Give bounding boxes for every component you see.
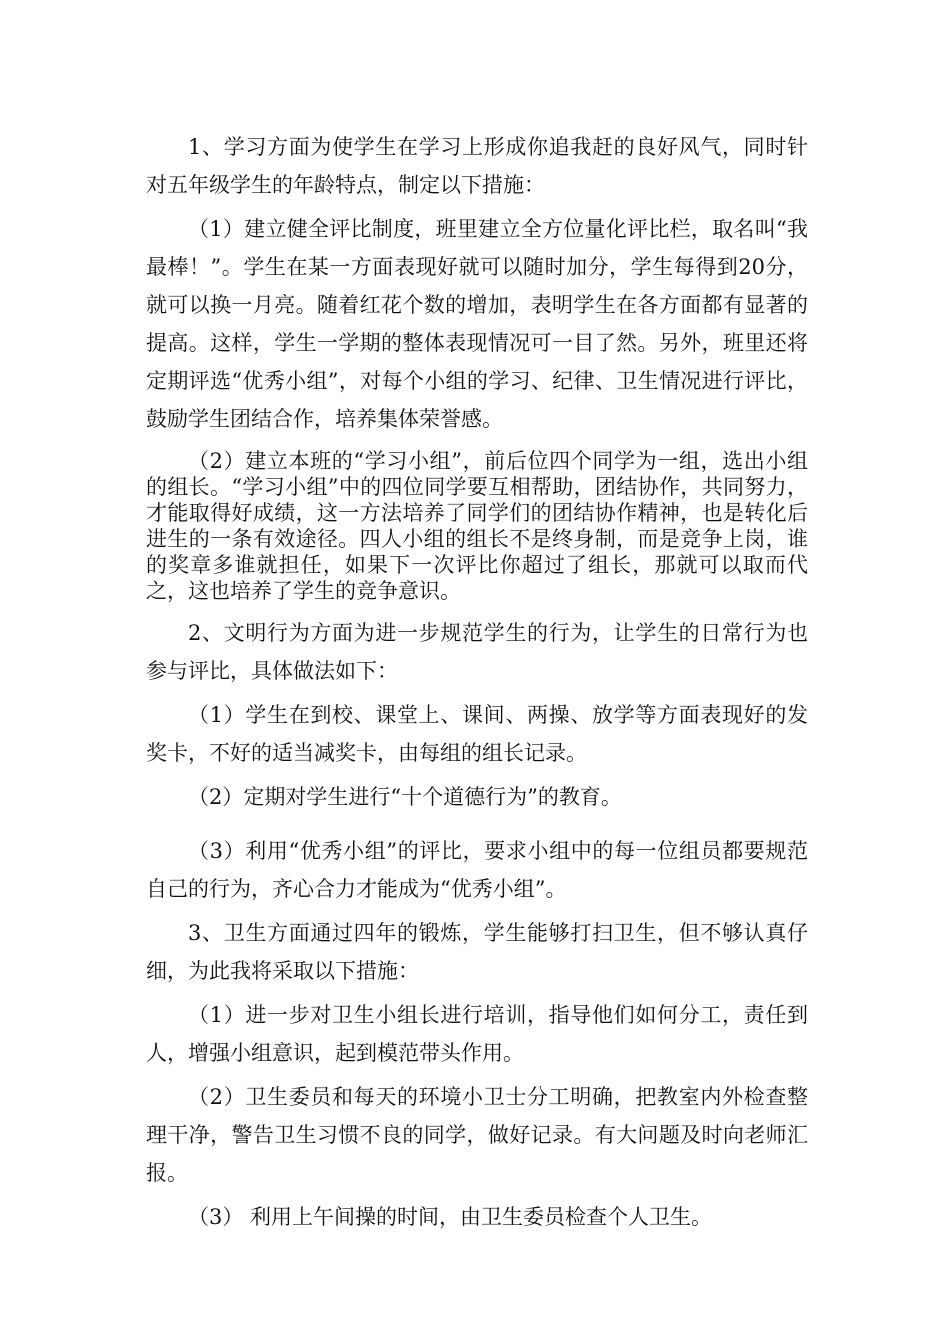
paragraph-behavior-item-3: （3）利用“优秀小组”的评比，要求小组中的每一位组员都要规范自己的行为，齐心合力才能成为“优秀小组”。 [146,839,808,901]
paragraph-behavior-item-2: （2）定期对学生进行“十个道德行为”的教育。 [188,785,622,809]
paragraph-study-item-2: （2）建立本班的“学习小组”，前后位四个同学为一组，选出小组的组长。“学习小组”中的四位同学要互相帮助，团结协作，共同努力，才能取得好成绩，这一方法培养了同学们的团结协作精神，也是转化后进生的一条有效途径。四人小组的组长不是终身制，而是竞争上岗，谁的奖章多谁就担任，如果下一次评比你超过了组长，那就可以取而代之，这也培养了学生的竞争意识。 [146,449,808,603]
paragraph-behavior-item-1: （1）学生在到校、课堂上、课间、两操、放学等方面表现好的发奖卡，不好的适当减奖卡，由每组的组长记录。 [146,703,808,765]
paragraph-study-intro: 1、学习方面为使学生在学习上形成你追我赶的良好风气，同时针对五年级学生的年龄特点，制定以下措施： [146,135,808,197]
paragraph-behavior-intro: 2、文明行为方面为进一步规范学生的行为，让学生的日常行为也参与评比，具体做法如下： [146,621,808,683]
paragraph-hygiene-item-1: （1）进一步对卫生小组长进行培训，指导他们如何分工，责任到人，增强小组意识，起到模范带头作用。 [146,1003,808,1065]
paragraph-hygiene-item-3: （3） 利用上午间操的时间，由卫生委员检查个人卫生。 [188,1205,713,1229]
document-body [146,128,808,1236]
paragraph-study-item-1: （1）建立健全评比制度，班里建立全方位量化评比栏，取名叫“我最棒！”。学生在某一方面表现好就可以随时加分，学生每得到20分，就可以换一月亮。随着红花个数的增加，表明学生在各方面都有显著的提高。这样，学生一学期的整体表现情况可一目了然。另外，班里还将定期评选“优秀小组”，对每个小组的学习、纪律、卫生情况进行评比，鼓励学生团结合作，培养集体荣誉感。 [146,217,808,431]
paragraph-hygiene-intro: 3、卫生方面通过四年的锻炼，学生能够打扫卫生，但不够认真仔细，为此我将采取以下措施： [146,921,808,983]
paragraph-hygiene-item-2: （2）卫生委员和每天的环境小卫士分工明确，把教室内外检查整理干净，警告卫生习惯不良的同学，做好记录。有大问题及时向老师汇报。 [146,1085,808,1185]
